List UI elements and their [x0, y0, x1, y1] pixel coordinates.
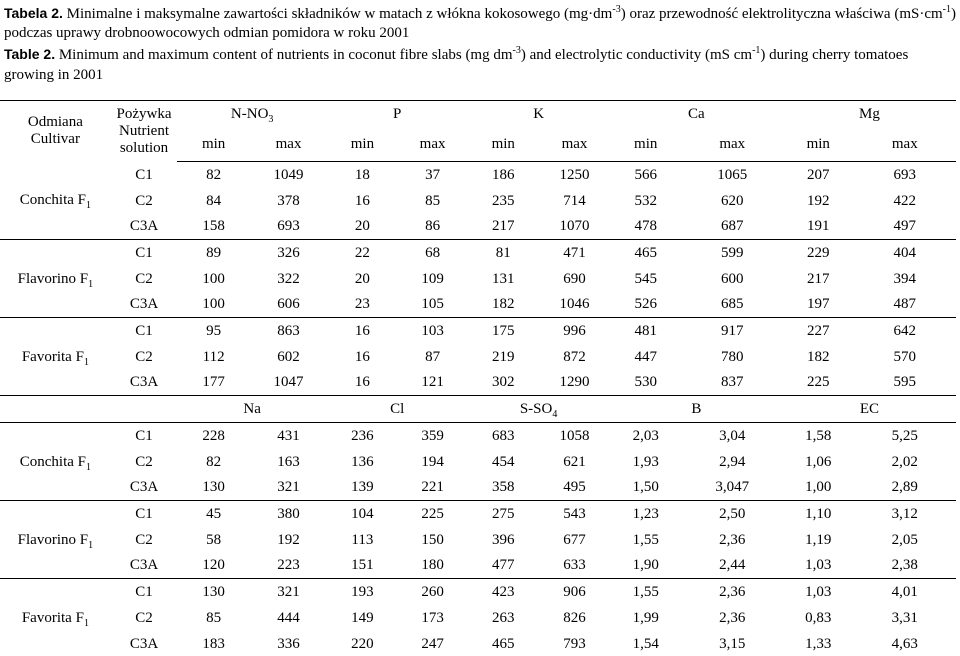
table-row — [0, 475, 956, 501]
max-header: max — [250, 127, 327, 162]
max-header: max — [539, 127, 610, 162]
cultivar-cell: Conchita $F_1$ — [19, 192, 92, 212]
value-cell: 3,04 — [719, 428, 746, 445]
solution-cell: C2 — [135, 609, 153, 626]
value-cell: 359 — [421, 428, 444, 445]
solution-cell: C1 — [111, 240, 177, 266]
value-cell: 2,38 — [891, 557, 918, 574]
solution-cell: C3A — [129, 218, 159, 235]
value-cell: 139 — [351, 479, 374, 496]
caption-polish — [4, 4, 956, 43]
value-cell: 1290 — [559, 374, 590, 391]
value-cell: 136 — [351, 453, 374, 470]
min-header: min — [610, 127, 682, 162]
value-cell: 532 — [634, 192, 657, 209]
value-cell: 1,06 — [805, 453, 832, 470]
value-cell: 495 — [563, 479, 586, 496]
caption-superscript: -1 — [752, 45, 761, 56]
value-cell: 2,94 — [719, 453, 746, 470]
value-cell: 2,50 — [682, 501, 783, 527]
table-row — [0, 631, 956, 656]
caption-superscript: -3 — [612, 4, 621, 15]
solution-header — [111, 101, 177, 162]
value-cell: 321 — [277, 479, 300, 496]
nutrient-header: $S-SO_4$ — [467, 396, 609, 423]
value-cell: 465 — [610, 240, 682, 266]
section-2-header — [0, 396, 956, 423]
solution-cell: C2 — [135, 531, 153, 548]
table-row — [0, 266, 956, 292]
value-cell: 194 — [421, 453, 444, 470]
value-cell: 130 — [202, 479, 225, 496]
caption-text: ) and electrolytic conductivity (mS cm — [520, 47, 753, 63]
value-cell: 263 — [492, 609, 515, 626]
value-cell: 182 — [492, 296, 515, 313]
value-cell: 545 — [634, 270, 657, 287]
solution-cell: C3A — [129, 635, 159, 652]
value-cell: 1,90 — [632, 557, 659, 574]
max-header: max — [682, 127, 783, 162]
cultivar-cell: Favorita $F_1$ — [0, 579, 111, 656]
value-cell: 85 — [425, 192, 441, 209]
value-cell: 444 — [277, 609, 300, 626]
value-cell: 235 — [492, 192, 515, 209]
value-cell: 3,047 — [715, 479, 750, 496]
table-row — [0, 449, 956, 475]
solution-cell: C1 — [135, 428, 153, 445]
value-cell: 3,15 — [719, 635, 746, 652]
value-cell: 192 — [277, 531, 300, 548]
nutrient-header: P — [327, 101, 467, 128]
value-cell: 227 — [783, 318, 854, 344]
caption-text: ) podczas uprawy drobnoowocowych odmian pomidora w roku 2001 — [4, 6, 956, 41]
table-row — [0, 579, 956, 605]
value-cell: 82 — [206, 453, 222, 470]
value-cell: 1,33 — [805, 635, 832, 652]
solution-cell: C1 — [111, 501, 177, 527]
value-cell: 642 — [854, 318, 956, 344]
value-cell: 23 — [354, 296, 370, 313]
solution-cell: C2 — [135, 348, 153, 365]
value-cell: 197 — [806, 296, 830, 313]
value-cell: 247 — [421, 635, 444, 652]
value-cell: 81 — [467, 240, 539, 266]
value-cell: 2,36 — [719, 609, 746, 626]
value-cell: 690 — [563, 270, 586, 287]
min-header: min — [467, 127, 539, 162]
value-cell: 225 — [806, 374, 830, 391]
value-cell: 158 — [202, 218, 225, 235]
nutrient-header: B — [610, 396, 783, 423]
min-header: min — [783, 127, 854, 162]
solution-cell: C2 — [135, 270, 153, 287]
value-cell: 497 — [893, 218, 917, 235]
solution-header-en: Nutrient — [119, 122, 170, 139]
value-cell: 487 — [893, 296, 917, 313]
value-cell: 180 — [421, 557, 444, 574]
value-cell: 2,89 — [891, 479, 918, 496]
table-row — [0, 162, 956, 188]
caption-label-en: Table 2. — [4, 46, 56, 62]
value-cell: 16 — [327, 318, 398, 344]
value-cell: 677 — [563, 531, 586, 548]
value-cell: 687 — [720, 218, 744, 235]
value-cell: 595 — [893, 374, 917, 391]
value-cell: 68 — [398, 240, 468, 266]
value-cell: 3,31 — [891, 609, 918, 626]
nutrient-header: Ca — [610, 101, 783, 128]
min-header: min — [177, 127, 250, 162]
value-cell: 191 — [806, 218, 830, 235]
value-cell: 378 — [277, 192, 300, 209]
value-cell: 192 — [806, 192, 830, 209]
value-cell: 1,93 — [632, 453, 659, 470]
cultivar-cell: Conchita $F_1$ — [19, 453, 92, 473]
value-cell: 872 — [563, 348, 586, 365]
value-cell: 478 — [634, 218, 657, 235]
value-cell: 2,36 — [719, 531, 746, 548]
value-cell: 1,50 — [632, 479, 659, 496]
section-2-body — [0, 423, 956, 656]
value-cell: 394 — [893, 270, 917, 287]
value-cell: 620 — [720, 192, 744, 209]
solution-cell: C2 — [135, 453, 153, 470]
value-cell: 103 — [398, 318, 468, 344]
value-cell: 481 — [610, 318, 682, 344]
value-cell: 996 — [539, 318, 610, 344]
caption-english — [4, 44, 956, 85]
value-cell: 396 — [492, 531, 515, 548]
value-cell: 2,02 — [891, 453, 918, 470]
value-cell: 599 — [682, 240, 783, 266]
value-cell: 471 — [539, 240, 610, 266]
solution-header-pl: Pożywka — [116, 105, 172, 122]
value-cell: 1065 — [717, 166, 748, 183]
value-cell: 1,03 — [805, 557, 832, 574]
value-cell: 1,10 — [783, 501, 854, 527]
value-cell: 149 — [351, 609, 374, 626]
solution-cell: C1 — [111, 579, 177, 605]
value-cell: 526 — [634, 296, 657, 313]
value-cell: 780 — [720, 348, 744, 365]
nutrient-table — [0, 100, 956, 656]
value-cell: 1070 — [559, 218, 590, 235]
value-cell: 1,55 — [610, 579, 682, 605]
solution-cell: C1 — [135, 166, 153, 183]
value-cell: 260 — [398, 579, 468, 605]
value-cell: 236 — [351, 428, 374, 445]
value-cell: 1250 — [559, 166, 590, 183]
table-row — [0, 291, 956, 317]
solution-cell: C3A — [129, 374, 159, 391]
value-cell: 177 — [202, 374, 225, 391]
value-cell: 16 — [354, 192, 370, 209]
value-cell: 380 — [250, 501, 327, 527]
value-cell: 229 — [783, 240, 854, 266]
value-cell: 826 — [563, 609, 586, 626]
value-cell: 1,54 — [632, 635, 659, 652]
nutrient-header: K — [467, 101, 609, 128]
caption-text: Minimalne i maksymalne zawartości składników w matach z włókna kokosowego (mg·dm — [62, 6, 613, 22]
value-cell: 84 — [206, 192, 222, 209]
value-cell: 0,83 — [805, 609, 832, 626]
value-cell: 104 — [327, 501, 398, 527]
table-row — [0, 527, 956, 553]
cultivar-header-en: Cultivar — [30, 131, 80, 148]
value-cell: 1,55 — [632, 531, 659, 548]
value-cell: 37 — [425, 166, 441, 183]
value-cell: 20 — [354, 270, 370, 287]
value-cell: 1,99 — [632, 609, 659, 626]
value-cell: 1049 — [273, 166, 304, 183]
value-cell: 225 — [398, 501, 468, 527]
value-cell: 566 — [634, 166, 657, 183]
value-cell: 477 — [492, 557, 515, 574]
value-cell: 220 — [351, 635, 374, 652]
value-cell: 131 — [492, 270, 515, 287]
nutrient-header: Cl — [327, 396, 467, 423]
value-cell: 221 — [421, 479, 444, 496]
max-header: max — [854, 127, 956, 162]
value-cell: 322 — [277, 270, 300, 287]
value-cell: 685 — [720, 296, 744, 313]
value-cell: 183 — [202, 635, 225, 652]
value-cell: 1058 — [559, 428, 590, 445]
value-cell: 175 — [467, 318, 539, 344]
table-caption — [4, 4, 956, 85]
value-cell: 621 — [563, 453, 586, 470]
cultivar-cell: Favorita $F_1$ — [0, 318, 111, 396]
table-row — [0, 370, 956, 396]
value-cell: 89 — [177, 240, 250, 266]
value-cell: 570 — [893, 348, 917, 365]
value-cell: 121 — [421, 374, 444, 391]
table-row — [0, 318, 956, 344]
cultivar-header-pl: Odmiana — [27, 114, 83, 131]
value-cell: 404 — [854, 240, 956, 266]
value-cell: 4,01 — [854, 579, 956, 605]
value-cell: 16 — [354, 374, 370, 391]
value-cell: 120 — [202, 557, 225, 574]
table-row — [0, 605, 956, 631]
value-cell: 326 — [250, 240, 327, 266]
value-cell: 223 — [277, 557, 300, 574]
value-cell: 2,03 — [632, 428, 659, 445]
value-cell: 16 — [354, 348, 370, 365]
solution-cell: C3A — [129, 557, 159, 574]
value-cell: 2,05 — [891, 531, 918, 548]
value-cell: 1046 — [559, 296, 590, 313]
value-cell: 4,63 — [891, 635, 918, 652]
value-cell: 100 — [202, 270, 225, 287]
caption-superscript: -1 — [942, 4, 951, 15]
solution-header-en: solution — [119, 139, 169, 156]
value-cell: 1,58 — [805, 428, 832, 445]
value-cell: 182 — [806, 348, 830, 365]
value-cell: 150 — [421, 531, 444, 548]
value-cell: 1,03 — [783, 579, 854, 605]
value-cell: 917 — [682, 318, 783, 344]
value-cell: 22 — [327, 240, 398, 266]
caption-text: ) oraz przewodność elektrolityczna właściwa (mS·cm — [620, 6, 943, 22]
table-row — [0, 188, 956, 214]
value-cell: 1,00 — [805, 479, 832, 496]
value-cell: 5,25 — [891, 428, 918, 445]
value-cell: 95 — [177, 318, 250, 344]
value-cell: 193 — [327, 579, 398, 605]
nutrient-header: Na — [177, 396, 327, 423]
value-cell: 606 — [277, 296, 300, 313]
min-header: min — [327, 127, 398, 162]
table-row — [0, 240, 956, 266]
value-cell: 422 — [893, 192, 917, 209]
caption-superscript: -3 — [512, 45, 521, 56]
value-cell: 100 — [202, 296, 225, 313]
value-cell: 2,36 — [682, 579, 783, 605]
value-cell: 454 — [492, 453, 515, 470]
value-cell: 358 — [492, 479, 515, 496]
caption-text: ) during cherry tomatoes growing in 2001 — [4, 47, 909, 83]
table-row — [0, 213, 956, 239]
value-cell: 275 — [467, 501, 539, 527]
value-cell: 3,12 — [854, 501, 956, 527]
value-cell: 20 — [354, 218, 370, 235]
value-cell: 1047 — [273, 374, 304, 391]
value-cell: 173 — [421, 609, 444, 626]
value-cell: 465 — [492, 635, 515, 652]
max-header: max — [398, 127, 468, 162]
table-row — [0, 553, 956, 579]
value-cell: 423 — [467, 579, 539, 605]
value-cell: 302 — [492, 374, 515, 391]
nutrient-header: $N-NO_3$ — [177, 101, 327, 128]
table-row — [0, 501, 956, 527]
value-cell: 228 — [202, 428, 225, 445]
cultivar-cell: Flavorino $F_1$ — [0, 240, 111, 318]
nutrient-header: EC — [783, 396, 956, 423]
nutrient-header: Mg — [783, 101, 956, 128]
value-cell: 58 — [206, 531, 222, 548]
solution-cell: C1 — [111, 318, 177, 344]
value-cell: 447 — [634, 348, 657, 365]
solution-cell: C3A — [129, 296, 159, 313]
table-row — [0, 344, 956, 370]
value-cell: 906 — [539, 579, 610, 605]
value-cell: 45 — [177, 501, 250, 527]
solution-cell: C3A — [129, 479, 159, 496]
value-cell: 863 — [250, 318, 327, 344]
value-cell: 693 — [893, 166, 917, 183]
value-cell: 530 — [634, 374, 657, 391]
value-cell: 321 — [250, 579, 327, 605]
value-cell: 600 — [720, 270, 744, 287]
value-cell: 105 — [421, 296, 444, 313]
value-cell: 109 — [421, 270, 444, 287]
table-row — [0, 423, 956, 449]
value-cell: 793 — [563, 635, 586, 652]
value-cell: 207 — [806, 166, 830, 183]
value-cell: 693 — [277, 218, 300, 235]
value-cell: 1,23 — [610, 501, 682, 527]
section-1-body — [0, 162, 956, 396]
value-cell: 130 — [177, 579, 250, 605]
value-cell: 714 — [563, 192, 586, 209]
value-cell: 163 — [277, 453, 300, 470]
value-cell: 186 — [492, 166, 515, 183]
value-cell: 113 — [351, 531, 374, 548]
value-cell: 683 — [492, 428, 515, 445]
value-cell: 87 — [425, 348, 441, 365]
value-cell: 431 — [277, 428, 300, 445]
value-cell: 82 — [206, 166, 222, 183]
value-cell: 602 — [277, 348, 300, 365]
value-cell: 85 — [206, 609, 222, 626]
value-cell: 219 — [492, 348, 515, 365]
value-cell: 18 — [354, 166, 370, 183]
value-cell: 217 — [492, 218, 515, 235]
value-cell: 217 — [806, 270, 830, 287]
value-cell: 2,44 — [719, 557, 746, 574]
value-cell: 837 — [720, 374, 744, 391]
value-cell: 151 — [351, 557, 374, 574]
cultivar-header — [0, 101, 111, 162]
solution-cell: C2 — [135, 192, 153, 209]
value-cell: 336 — [277, 635, 300, 652]
cultivar-cell: Flavorino $F_1$ — [0, 501, 111, 579]
caption-text: Minimum and maximum content of nutrients in coconut fibre slabs (mg dm — [55, 47, 513, 63]
value-cell: 86 — [425, 218, 441, 235]
value-cell: 543 — [539, 501, 610, 527]
value-cell: 1,19 — [805, 531, 832, 548]
value-cell: 112 — [202, 348, 225, 365]
caption-label-pl: Tabela 2. — [4, 5, 63, 21]
value-cell: 633 — [563, 557, 586, 574]
